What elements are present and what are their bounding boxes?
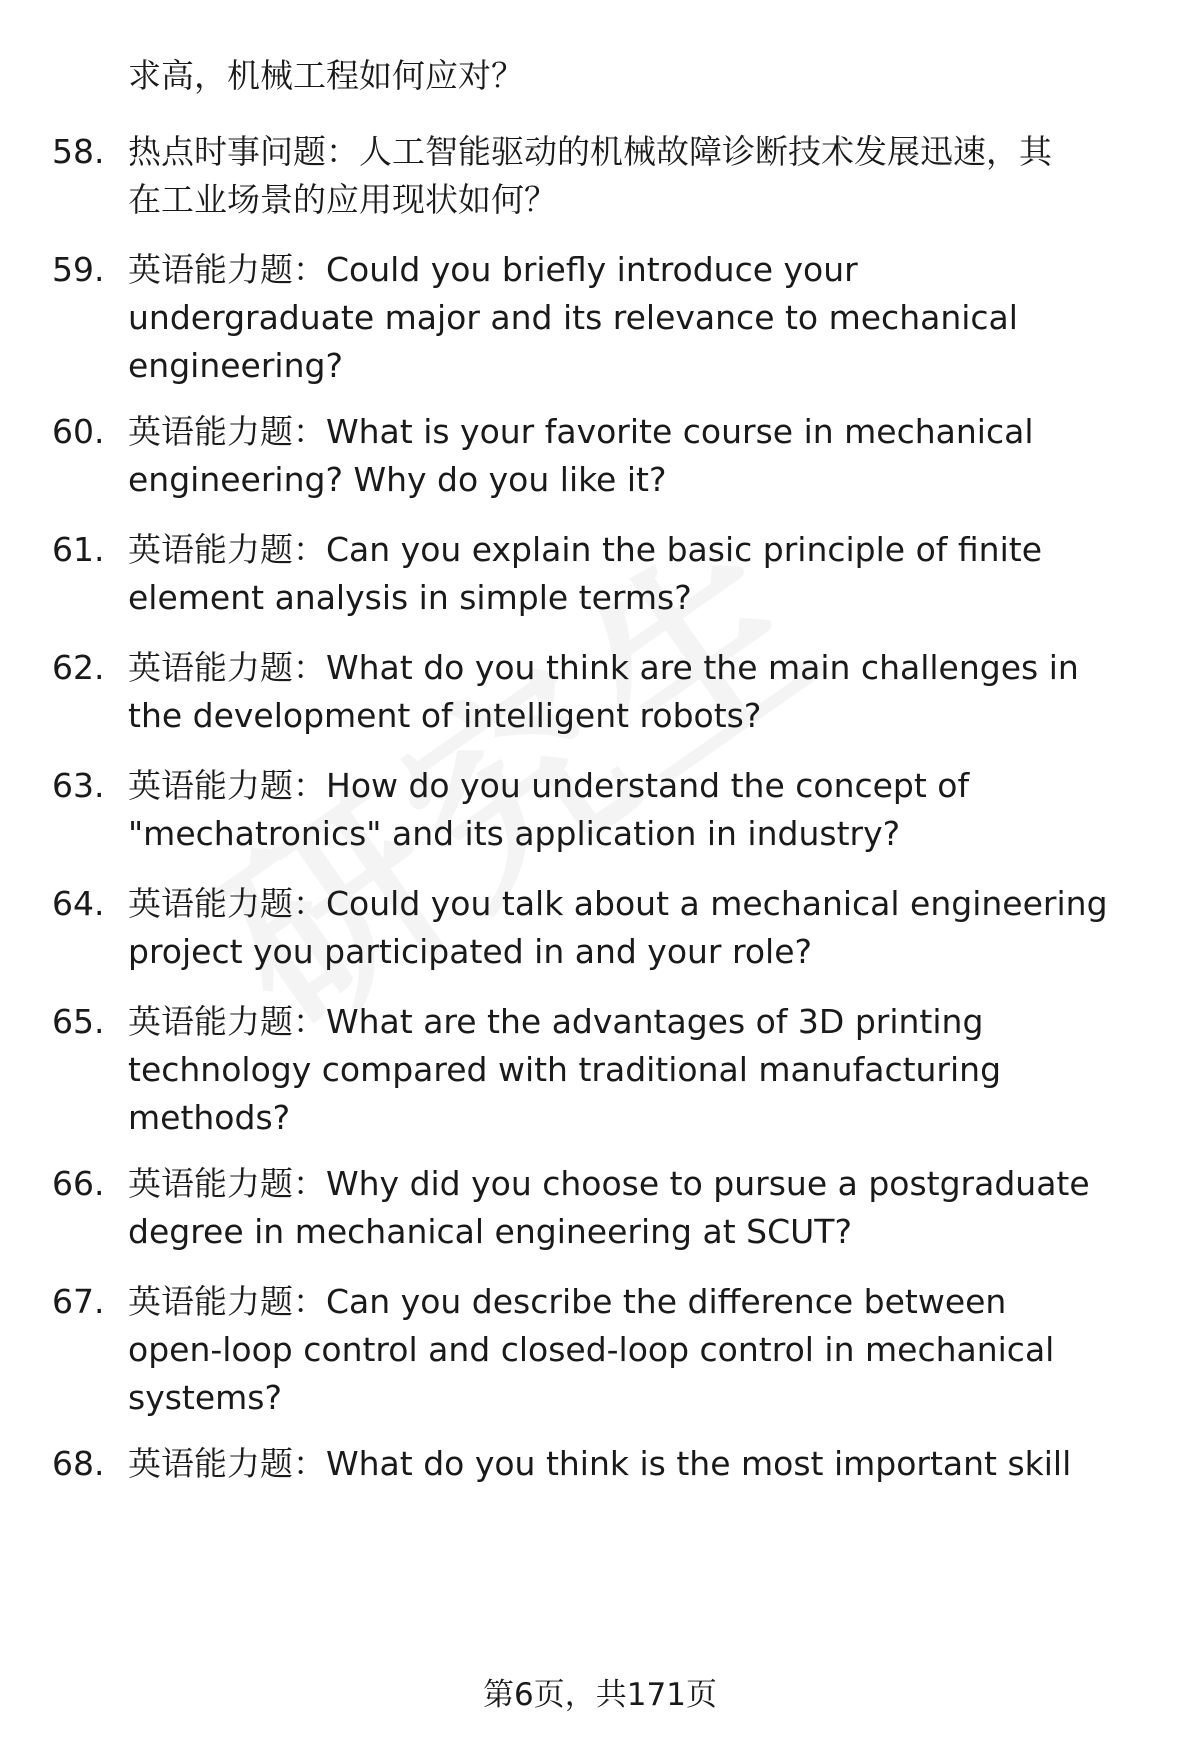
item-number: 62. <box>52 648 105 687</box>
item-text <box>128 880 1163 976</box>
item-line: undergraduate major and its relevance to mechanical <box>128 298 1018 337</box>
item-number: 68. <box>52 1444 105 1483</box>
item-text <box>128 408 1163 504</box>
item-line: 英语能力题：Why did you choose to pursue a postgraduate <box>128 1164 1090 1203</box>
item-number: 59. <box>52 250 105 289</box>
page-footer: 第6页，共171页 <box>483 1677 717 1713</box>
item-text <box>128 644 1163 740</box>
item-line: 热点时事问题：人工智能驱动的机械故障诊断技术发展迅速，其 <box>128 132 1052 171</box>
item-text <box>128 762 1163 858</box>
item-text <box>128 1278 1163 1422</box>
item-line: project you participated in and your role? <box>128 932 813 971</box>
item-line: 英语能力题：What do you think are the main challenges in <box>128 648 1079 687</box>
item-line: 英语能力题：What do you think is the most important skill <box>128 1444 1072 1483</box>
item-line: engineering? Why do you like it? <box>128 460 667 499</box>
item-line: open-loop control and closed-loop control in mechanical <box>128 1330 1055 1369</box>
item-text <box>128 128 1163 224</box>
item-line: 英语能力题：What is your favorite course in mechanical <box>128 412 1034 451</box>
item-line: 英语能力题：How do you understand the concept of <box>128 766 970 805</box>
item-line: 英语能力题：Could you talk about a mechanical engineering <box>128 884 1108 923</box>
item-number: 60. <box>52 412 105 451</box>
item-line: 求高，机械工程如何应对？ <box>128 56 524 95</box>
item-text <box>128 246 1163 390</box>
item-text <box>128 998 1163 1142</box>
item-line: 英语能力题：Can you explain the basic principle of finite <box>128 530 1042 569</box>
item-line: the development of intelligent robots? <box>128 696 762 735</box>
item-line: engineering? <box>128 346 343 385</box>
item-line: 英语能力题：What are the advantages of 3D printing <box>128 1002 984 1041</box>
item-line: "mechatronics" and its application in industry? <box>128 814 901 853</box>
item-number: 66. <box>52 1164 105 1203</box>
item-text <box>128 1440 1163 1488</box>
item-number: 67. <box>52 1282 105 1321</box>
item-line: degree in mechanical engineering at SCUT? <box>128 1212 852 1251</box>
item-text <box>128 52 1163 100</box>
item-line: technology compared with traditional manufacturing <box>128 1050 1002 1089</box>
item-line: 在工业场景的应用现状如何？ <box>128 180 557 219</box>
item-line: systems? <box>128 1378 283 1417</box>
item-line: 英语能力题：Can you describe the difference between <box>128 1282 1007 1321</box>
item-number: 64. <box>52 884 105 923</box>
item-number: 65. <box>52 1002 105 1041</box>
item-line: methods? <box>128 1098 291 1137</box>
item-text <box>128 526 1163 622</box>
item-line: 英语能力题：Could you briefly introduce your <box>128 250 858 289</box>
item-number: 58. <box>52 132 105 171</box>
item-number: 61. <box>52 530 105 569</box>
item-number: 63. <box>52 766 105 805</box>
item-text <box>128 1160 1163 1256</box>
item-line: element analysis in simple terms? <box>128 578 692 617</box>
